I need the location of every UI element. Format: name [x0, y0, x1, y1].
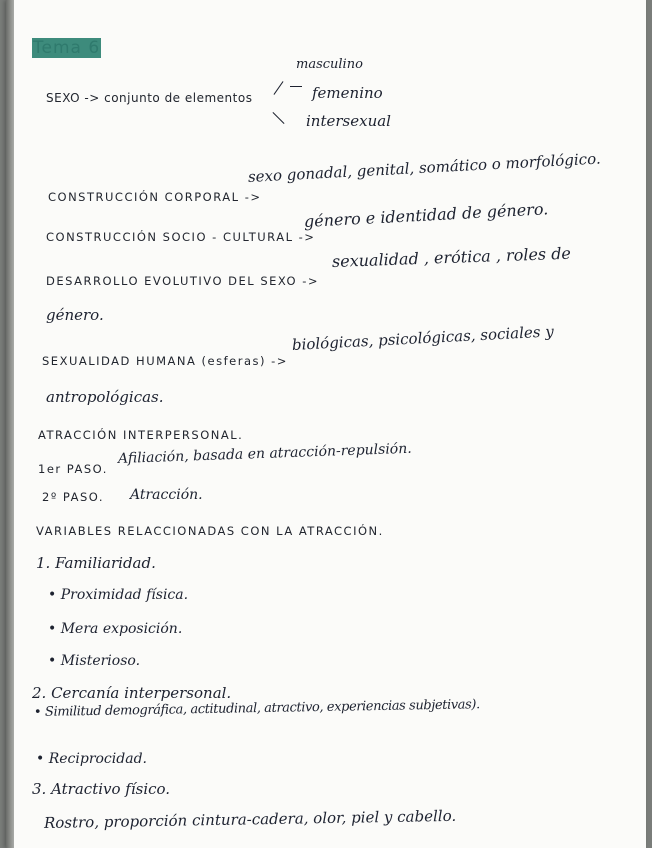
atraccion-interpersonal-heading: ATRACCIÓN INTERPERSONAL.: [38, 428, 244, 442]
paso-2-label: 2º PASO.: [42, 490, 104, 504]
sexo-option-intersexual: intersexual: [306, 112, 391, 130]
variables-heading: VARIABLES RELACCIONADAS CON LA ATRACCIÓN.: [36, 524, 384, 538]
page-title: Tema 6: [33, 38, 101, 58]
construccion-corporal-text: sexo gonadal, genital, somático o morfológico.: [247, 149, 602, 186]
page-edge-shadow: [6, 0, 14, 848]
variable-2-item-1: • Similitud demográfica, actitudinal, atractivo, experiencias subjetivas).: [33, 697, 480, 720]
variable-2-item-2: • Reciprocidad.: [36, 751, 147, 767]
sexualidad-humana-text-cont: antropológicas.: [46, 388, 164, 406]
variable-1-item-1: • Proximidad física.: [48, 587, 189, 603]
construccion-socio-cultural-label: CONSTRUCCIÓN SOCIO - CULTURAL ->: [46, 230, 316, 244]
variable-1: 1. Familiaridad.: [36, 554, 156, 572]
paso-2-text: Atracción.: [130, 487, 203, 503]
notebook-page: [6, 0, 646, 848]
paso-1-label: 1er PASO.: [38, 462, 108, 476]
variable-1-item-3: • Misterioso.: [48, 653, 141, 669]
desarrollo-evolutivo-label: DESARROLLO EVOLUTIVO DEL SEXO ->: [46, 274, 320, 288]
variable-2: 2. Cercanía interpersonal.: [32, 684, 232, 702]
branch-down: [272, 112, 284, 124]
sexo-option-femenino: femenino: [312, 84, 383, 102]
sexo-option-masculino: masculino: [296, 57, 363, 72]
sexualidad-humana-label: SEXUALIDAD HUMANA (esferas) ->: [42, 354, 288, 368]
variable-3-detail: Rostro, proporción cintura-cadera, olor, piel y cabello.: [43, 806, 457, 832]
branch-mid: [290, 86, 302, 87]
desarrollo-evolutivo-text: sexualidad , erótica , roles de: [331, 243, 572, 271]
construccion-socio-cultural-text: género e identidad de género.: [303, 199, 549, 231]
construccion-corporal-label: CONSTRUCCIÓN CORPORAL ->: [48, 190, 262, 204]
desarrollo-evolutivo-text-cont: género.: [46, 306, 104, 324]
variable-3: 3. Atractivo físico.: [32, 780, 171, 798]
branch-up: [274, 81, 284, 95]
variable-1-item-2: • Mera exposición.: [48, 621, 183, 637]
sexualidad-humana-text: biológicas, psicológicas, sociales y: [291, 322, 555, 354]
paso-1-text: Afiliación, basada en atracción-repulsión.: [117, 440, 412, 467]
sexo-label: SEXO -> conjunto de elementos: [46, 91, 253, 105]
